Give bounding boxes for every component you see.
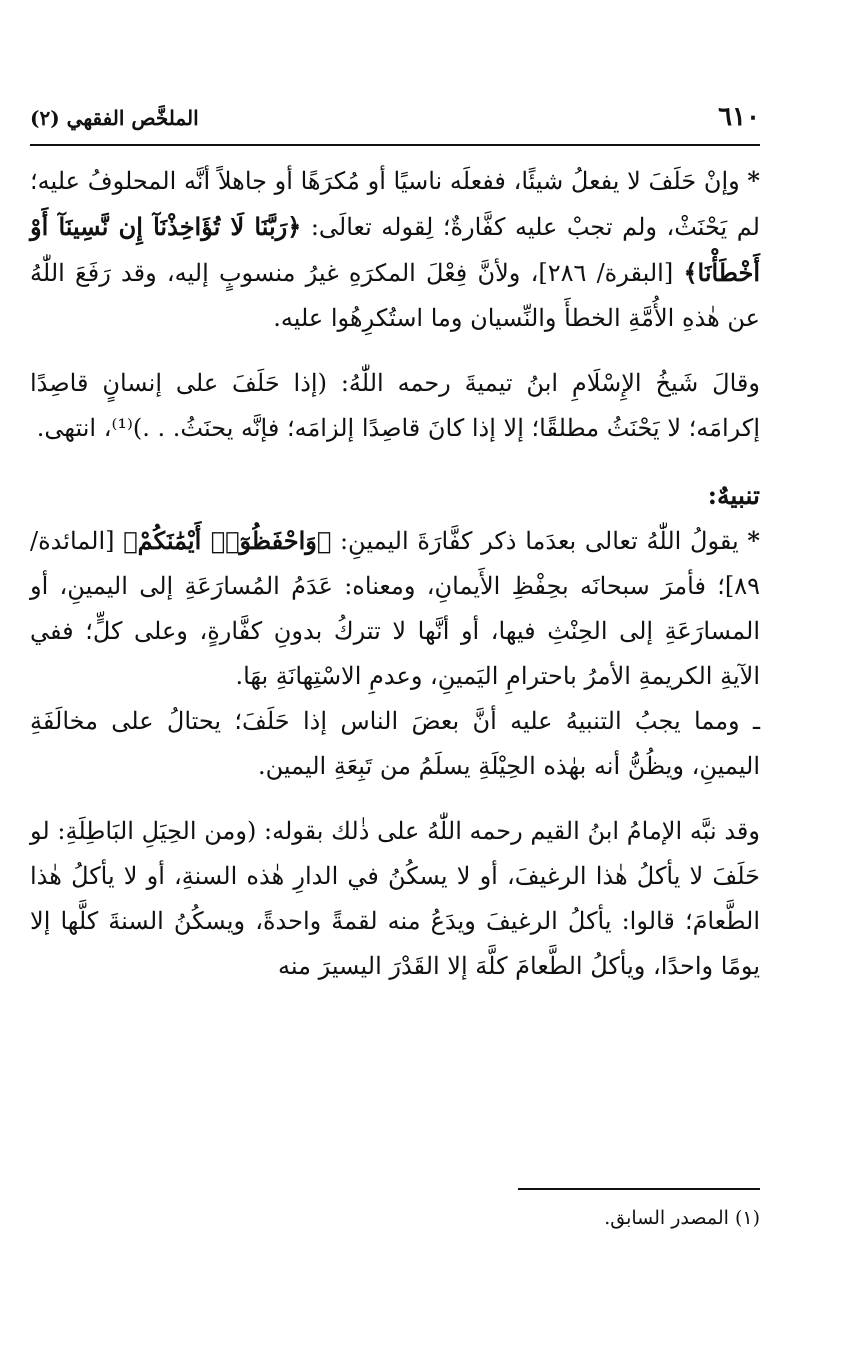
asterisk-marker: * bbox=[747, 526, 760, 555]
paragraph-ibn-taymiyya-quote bbox=[30, 361, 760, 451]
paragraph-text: [البقرة/ ٢٨٦]، ولأنَّ فِعْلَ المكرَهِ غيرُ منسوبٍ إليه، وقد رَفَعَ اللّٰهُ عن هٰذهِ الأُمَّةِ الخطأَ والنِّسيان وما استُكرِهُوا عليه. bbox=[30, 259, 760, 332]
footnote: (١) المصدر السابق. bbox=[604, 1207, 760, 1229]
paragraph-text: يقولُ اللّٰهُ تعالى بعدَما ذكر كفَّارَةَ اليمينِ: bbox=[339, 527, 739, 555]
paragraph-text: [المائدة/ ٨٩]؛ فأمرَ سبحانَه بحِفْظِ الأَيمانِ، ومعناه: عَدَمُ المُسارَعَةِ إلى اليمينِ، أو المسارَعَةِ إلى الحِنْثِ فيها، أو أنَّها لا تتركُ بدونِ كفَّارةٍ، وعلى كلٍّ؛ ففي الآيةِ الكريمةِ الأمرُ باحترامِ اليَمينِ، وعدمِ الاسْتِهانَةِ بهَا. bbox=[30, 527, 760, 690]
asterisk-marker: * bbox=[747, 166, 760, 195]
paragraph-text: ـ ومما يجبُ التنبيهُ عليه أنَّ بعضَ الناس إذا حَلَفَ؛ يحتالُ على مخالَفَةِ اليمينِ، ويظُنُّ أنه بهٰذه الحِيْلَةِ يسلَمُ من تَبِعَةِ اليمين. bbox=[30, 707, 760, 780]
page-header bbox=[30, 98, 760, 146]
footnote-divider bbox=[518, 1188, 760, 1190]
paragraph-guarding-oaths bbox=[30, 518, 760, 699]
paragraph-forgetful-oath bbox=[30, 158, 760, 341]
section-heading: تنبيهٌ: bbox=[707, 481, 760, 510]
quran-verse: ﴿وَاحْفَظُوٓا۟ أَيْمَٰنَكُمْ﴾ bbox=[123, 526, 332, 555]
paragraph-ibn-qayyim-quote bbox=[30, 809, 760, 989]
running-title: الملخَّص الفقهي (٢) bbox=[30, 106, 199, 130]
paragraph-text: وقالَ شَيخُ الإِسْلَامِ ابنُ تيميةَ رحمه اللّٰهُ: (إذا حَلَفَ على إنسانٍ قاصِدًا إكرامَه؛ لا يَحْنَثُ مطلقًا؛ إلا إذا كانَ قاصِدًا إلزامَه؛ فإنَّه يحنَثُ. . .)⁽¹⁾، انتهى. bbox=[30, 369, 760, 442]
paragraph-text: وقد نبَّه الإمامُ ابنُ القيم رحمه اللّٰهُ على ذٰلك بقوله: (ومن الحِيَلِ البَاطِلَةِ: لو حَلَفَ لا يأكلُ هٰذا الرغيفَ، أو لا يسكُنُ في الدارِ هٰذه السنةِ، أو لا يأكلُ هٰذا الطَّعامَ؛ قالوا: يأكلُ الرغيفَ ويدَعُ منه لقمةً واحدةً، ويسكُنُ السنةَ كلَّها إلا يومًا واحدًا، ويأكلُ الطَّعامَ كلَّهَ إلا القَدْرَ اليسيرَ منه bbox=[30, 817, 760, 980]
page-number: ٦١٠ bbox=[718, 102, 760, 132]
paragraph-text: وإنْ حَلَفَ لا يفعلُ شيئًا، ففعلَه ناسيًا أو مُكرَهًا أو جاهلاً أنَّه المحلوفُ عليه؛ لم يَحْنَثْ، ولم تجبْ عليه كفَّارةٌ؛ لِقوله تعالَى: bbox=[30, 167, 760, 241]
main-text bbox=[30, 158, 760, 989]
quran-verse: ﴿رَبَّنَا لَا تُؤَاخِذْنَآ إِن نَّسِينَآ أَوْ أَخْطَأْنَا﴾ bbox=[30, 212, 760, 287]
paragraph-oath-trickery bbox=[30, 699, 760, 789]
